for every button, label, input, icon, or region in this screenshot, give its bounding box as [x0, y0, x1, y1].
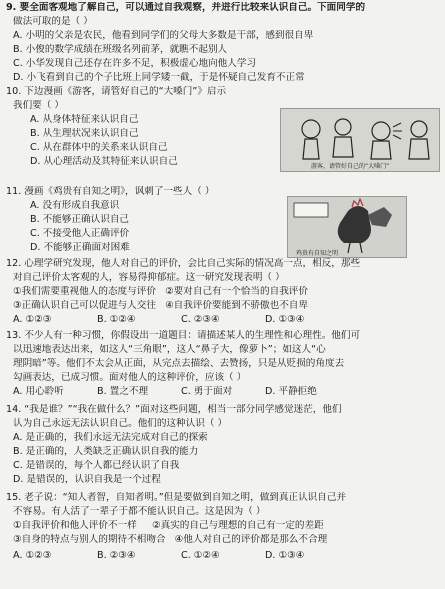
q15-item-1: ①自我评价和他人评价不一样 [13, 520, 137, 531]
q11-option-b: B. 不能够正确认识自己 [30, 214, 130, 225]
q10-stem-line1: 10. 下边漫画《游客，请管好自己的“大嗓门”》启示 [6, 86, 227, 97]
q14-option-c: C. 是错误的，每个人都已经认识了自我 [13, 460, 180, 471]
q13-option-a: A. 用心聆听 [13, 386, 64, 397]
q14-stem-line1: 14. “我是谁？”“我在做什么？”面对这些问题，相当一部分同学感觉迷茫，他们 [6, 404, 342, 415]
q13-option-d: D. 平静拒绝 [265, 386, 317, 397]
q12-item-1: ①我们需要重视他人的态度与评价 [13, 286, 156, 297]
q15-items-row2 [13, 534, 445, 546]
q14-option-a: A. 是正确的，我们永远无法完成对自己的探索 [13, 432, 208, 443]
q9-option-a: A. 小明的父亲是农民，他看到同学们的父母大多数是干部，感到很自卑 [13, 30, 314, 41]
q15-option-b: B. ②③④ [97, 550, 136, 561]
q13-stem-line4: 勾画表达，已成习惯。面对他人的这种评价，应该（ ） [13, 372, 247, 383]
q12-stem-line1: 12. 心理学研究发现，他人对自己的评价，会比自己实际的情况高一点，相反，那些 [6, 258, 361, 269]
q12-items-row2 [13, 300, 445, 312]
q11-image-caption: 鸡贵有自知之明 [296, 250, 339, 257]
q12-items-row1 [13, 286, 445, 298]
q10-image-caption: 游客，请管好自己的“大嗓门” [311, 163, 390, 170]
q15-item-4: ④他人对自己的评价都是那么不合理 [174, 534, 328, 545]
q12-item-4: ④自我评价要能到不骄傲也不自卑 [165, 300, 308, 311]
q11-option-c: C. 不接受他人正确评价 [30, 228, 130, 239]
q12-option-a: A. ①②③ [13, 314, 52, 325]
q13-option-c: C. 勇于面对 [181, 386, 233, 397]
q15-item-3: ③自身的特点与别人的期待不相吻合 [13, 534, 166, 545]
q15-items-row1 [13, 520, 445, 532]
q9-stem-line1: 9. 要全面客观地了解自己，可以通过自我观察，并进行比较来认识自己。下面同学的 [6, 2, 366, 13]
q14-option-d: D. 是错误的，认识自我是一个过程 [13, 474, 161, 485]
q13-stem-line1: 13. 不少人有一种习惯，你假设出一道题目：请描述某人的生理性和心理性。他们可 [6, 330, 361, 341]
q15-option-d: D. ①③④ [265, 550, 305, 561]
q12-item-3: ③正确认识自己可以促进与人交往 [13, 300, 156, 311]
q12-stem-line2: 对自己评价太客观的人，容易得抑郁症。这一研究发现表明（ ） [13, 272, 285, 283]
q11-cartoon-image [287, 196, 407, 258]
q15-stem-line2: 不容易。有人活了一辈子于都不能认识自己。这是因为（ ） [13, 506, 266, 517]
q15-options [13, 550, 445, 562]
q13-stem-line3: 理阴暗”等。他们不太会从正面，从完点去描绘、去赞扬，只是从贬损的角度去 [13, 358, 345, 369]
q12-item-2: ②要对自己有一个恰当的自我评价 [165, 286, 308, 297]
q15-stem-line1: 15. 老子说：“知人者智，自知者明。”但是要做到自知之明，做到真正认识自己并 [6, 492, 347, 503]
q14-stem-line2: 认为自己永远无法认识自己。他们的这种认识（ ） [13, 418, 228, 429]
q10-option-c: C. 从在群体中的关系来认识自己 [30, 142, 168, 153]
q14-option-b: B. 是正确的，人类缺乏正确认识自我的能力 [13, 446, 199, 457]
q10-option-a: A. 从身体特征来认识自己 [30, 114, 139, 125]
q9-option-b: B. 小俊的数学成绩在班级名列前茅，就瞧不起别人 [13, 44, 228, 55]
q12-option-d: D. ①③④ [265, 314, 305, 325]
q10-stem-line2: 我们要（ ） [13, 100, 65, 111]
q10-cartoon-image [280, 108, 440, 172]
q13-options [13, 386, 445, 398]
q13-option-b: B. 置之不理 [97, 386, 149, 397]
q9-option-d: D. 小飞看到自己的个子比班上同学矮一截，于是怀疑自己发育不正常 [13, 72, 305, 83]
q12-option-b: B. ①②④ [97, 314, 136, 325]
q9-stem-line2: 做法可取的是（ ） [13, 16, 93, 27]
q15-option-a: A. ①②③ [13, 550, 52, 561]
q11-stem: 11. 漫画《鸡贵有自知之明》，讽刺了一些人（ ） [6, 186, 215, 197]
q10-option-d: D. 从心理活动及其特征来认识自己 [30, 156, 178, 167]
q11-option-d: D. 不能够正确面对困难 [30, 242, 130, 253]
q9-option-c: C. 小华发现自己还存在许多不足，积极虚心地向他人学习 [13, 58, 257, 69]
q15-option-c: C. ①②④ [181, 550, 220, 561]
q10-option-b: B. 从生理状况来认识自己 [30, 128, 139, 139]
q13-stem-line2: 以迅速地表达出来，如这人“三角眼”，这人“鼻子大，像萝卜”；如这人“心 [13, 344, 326, 355]
q11-option-a: A. 没有形成自我意识 [30, 200, 120, 211]
q12-options [13, 314, 445, 326]
q15-item-2: ②真实的自己与理想的自己有一定的差距 [151, 520, 324, 531]
q12-option-c: C. ②③④ [181, 314, 220, 325]
